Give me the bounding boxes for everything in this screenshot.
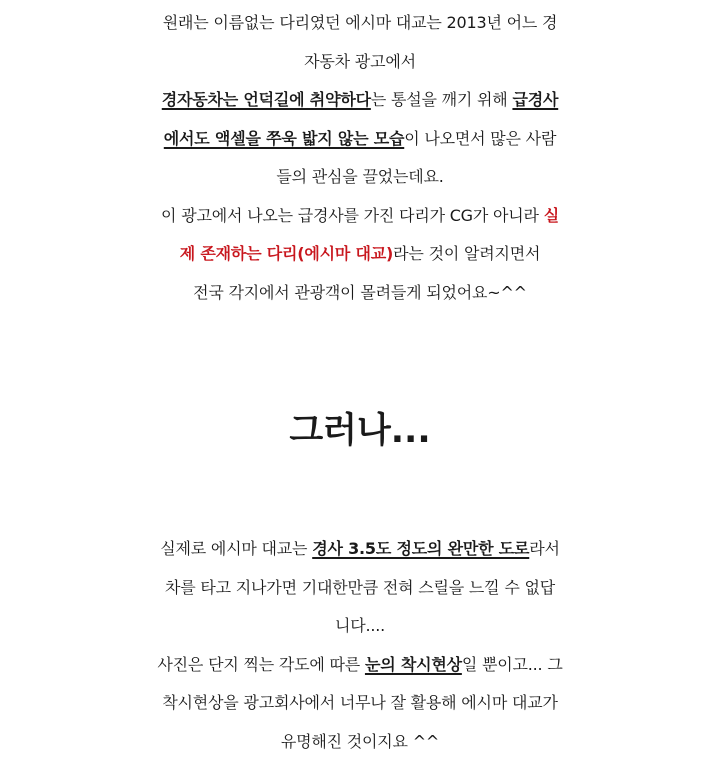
text-segment: 는 통설을 깨기 위해 — [370, 90, 513, 109]
text-line — [0, 120, 720, 159]
emphasis-red: 제 존재하는 다리(에시마 대교) — [179, 244, 394, 263]
text-line — [0, 158, 720, 197]
text-line — [0, 684, 720, 723]
text-segment: 차를 타고 지나가면 기대한만큼 전혀 스릴을 느낄 수 없답 — [165, 577, 555, 597]
text-line — [0, 43, 720, 82]
emphasis-underlined: 에서도 액셀을 쭈욱 밟지 않는 모습 — [163, 128, 405, 148]
text-segment: 실제로 에시마 대교는 — [160, 539, 313, 558]
text-line — [0, 607, 720, 646]
text-segment: 유명해진 것이지요 ^^ — [280, 731, 440, 751]
text-line — [0, 530, 720, 569]
section-heading: 그러나... — [289, 411, 431, 451]
text-line — [0, 646, 720, 685]
text-line — [0, 569, 720, 608]
text-line — [0, 81, 720, 120]
text-segment: 원래는 이름없는 다리였던 에시마 대교는 2013년 어느 경 — [162, 13, 558, 32]
text-segment: 착시현상을 광고회사에서 너무나 잘 활용해 에시마 대교가 — [162, 693, 558, 712]
emphasis-red: 실 — [543, 205, 559, 225]
text-segment: 일 뿐이고... 그 — [461, 654, 563, 674]
emphasis-underlined: 경자동차는 언덕길에 취약하다 — [161, 90, 371, 109]
article-paragraph-explanation — [0, 530, 720, 761]
text-segment: 라는 것이 알려지면서 — [393, 244, 541, 263]
article-paragraph-intro — [0, 4, 720, 312]
text-segment: 이 광고에서 나오는 급경사를 가진 다리가 CG가 아니라 — [161, 205, 544, 225]
text-line — [0, 197, 720, 236]
emphasis-underlined: 눈의 착시현상 — [364, 654, 462, 674]
text-segment: 전국 각지에서 관광객이 몰려들게 되었어요~^^ — [193, 282, 527, 302]
text-line — [0, 4, 720, 43]
text-line — [0, 274, 720, 313]
text-segment: 자동차 광고에서 — [304, 51, 416, 71]
text-segment: 이 나오면서 많은 사람 — [404, 128, 557, 148]
text-line — [0, 235, 720, 274]
emphasis-underlined: 경사 3.5도 정도의 완만한 도로 — [312, 539, 530, 558]
text-segment: 사진은 단지 찍는 각도에 따른 — [157, 654, 365, 674]
text-segment: 니다.... — [334, 616, 386, 635]
text-line — [0, 723, 720, 762]
text-segment: 라서 — [529, 539, 560, 558]
emphasis-underlined: 급경사 — [512, 90, 559, 109]
text-segment: 들의 관심을 끌었는데요. — [276, 167, 444, 186]
